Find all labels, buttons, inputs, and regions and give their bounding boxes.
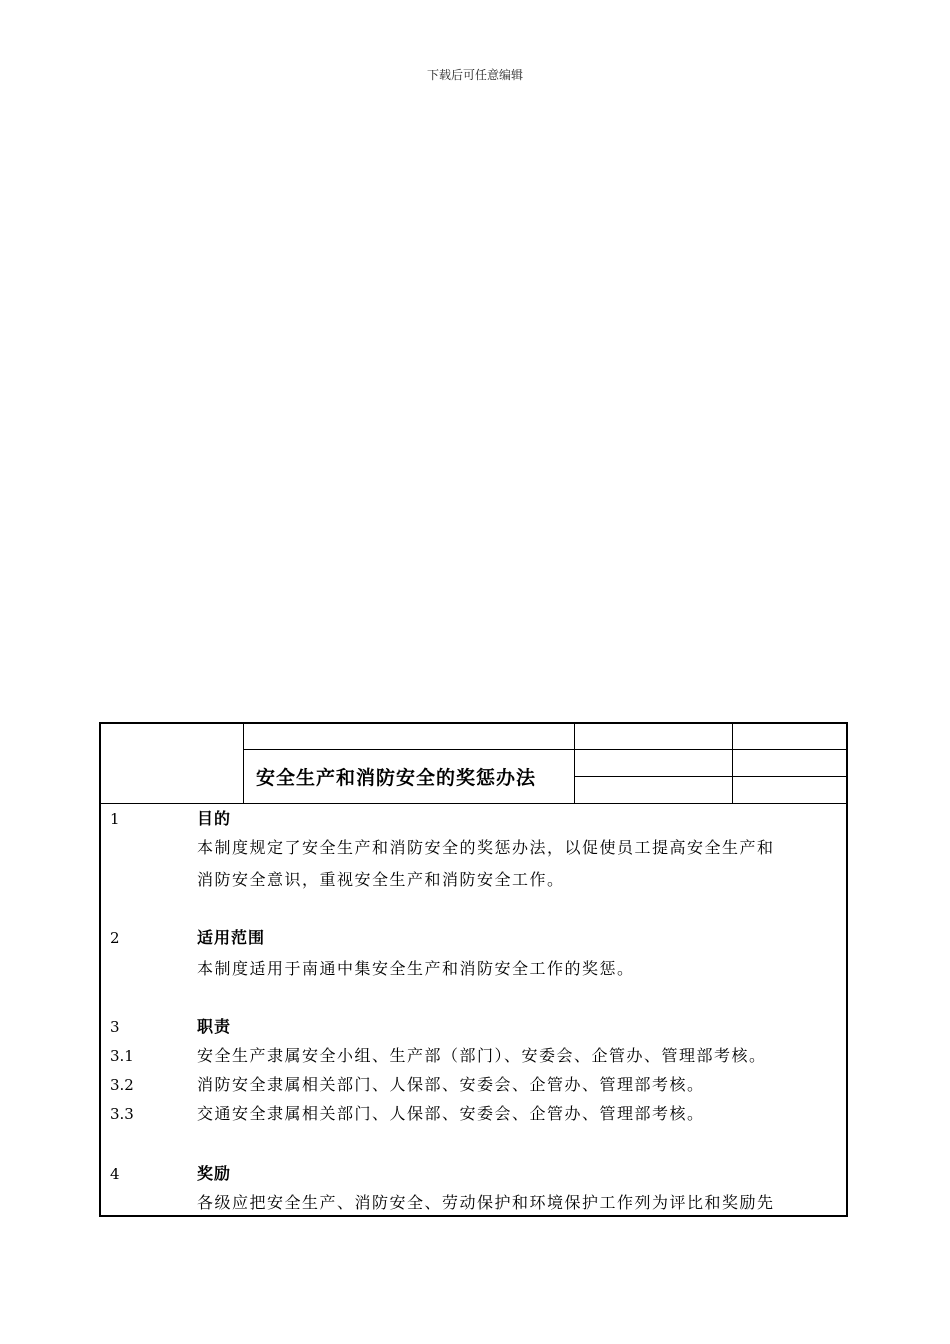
section-number: 1 (110, 810, 120, 828)
section-number: 3 (110, 1018, 120, 1036)
paragraph-text: 本制度规定了安全生产和消防安全的奖惩办法，以促使员工提高安全生产和 (197, 838, 775, 857)
subsection-text: 安全生产隶属安全小组、生产部（部门）、安委会、企管办、管理部考核。 (197, 1046, 767, 1065)
section-heading (101, 1012, 846, 1042)
document-frame (99, 722, 848, 1217)
meta-cell (575, 724, 733, 750)
meta-cell (575, 750, 733, 777)
page-header-note: 下载后可任意编辑 (426, 68, 523, 82)
section-heading (101, 804, 846, 834)
subsection-number: 3.3 (110, 1105, 134, 1123)
section-title: 适用范围 (197, 928, 266, 947)
paragraph-line (101, 833, 846, 863)
paragraph-text: 本制度适用于南通中集安全生产和消防安全工作的奖惩。 (197, 959, 635, 978)
meta-cell (733, 750, 846, 777)
document-header-table (101, 724, 846, 804)
section-title: 目的 (197, 809, 232, 828)
paragraph-line (101, 865, 846, 895)
subsection-text: 交通安全隶属相关部门、人保部、安委会、企管办、管理部考核。 (197, 1104, 705, 1123)
section-title: 奖励 (197, 1164, 232, 1183)
paragraph-line (101, 954, 846, 984)
meta-cell (733, 777, 846, 803)
subsection-number: 3.1 (110, 1047, 134, 1065)
meta-cell (733, 724, 846, 750)
paragraph-line (101, 1188, 846, 1218)
section-heading (101, 1159, 846, 1189)
subsection-number: 3.2 (110, 1076, 134, 1094)
section-title: 职责 (197, 1017, 232, 1036)
subsection-line (101, 1070, 846, 1100)
paragraph-text: 各级应把安全生产、消防安全、劳动保护和环境保护工作列为评比和奖励先 (197, 1193, 775, 1212)
section-heading (101, 923, 846, 953)
section-number: 2 (110, 929, 120, 947)
subsection-text: 消防安全隶属相关部门、人保部、安委会、企管办、管理部考核。 (197, 1075, 705, 1094)
paragraph-text: 消防安全意识，重视安全生产和消防安全工作。 (197, 870, 565, 889)
header-blank-cell (244, 724, 575, 750)
meta-cell (575, 777, 733, 803)
subsection-line (101, 1099, 846, 1129)
logo-cell (101, 724, 244, 803)
section-number: 4 (110, 1165, 120, 1183)
subsection-line (101, 1041, 846, 1071)
document-title: 安全生产和消防安全的奖惩办法 (244, 750, 575, 803)
